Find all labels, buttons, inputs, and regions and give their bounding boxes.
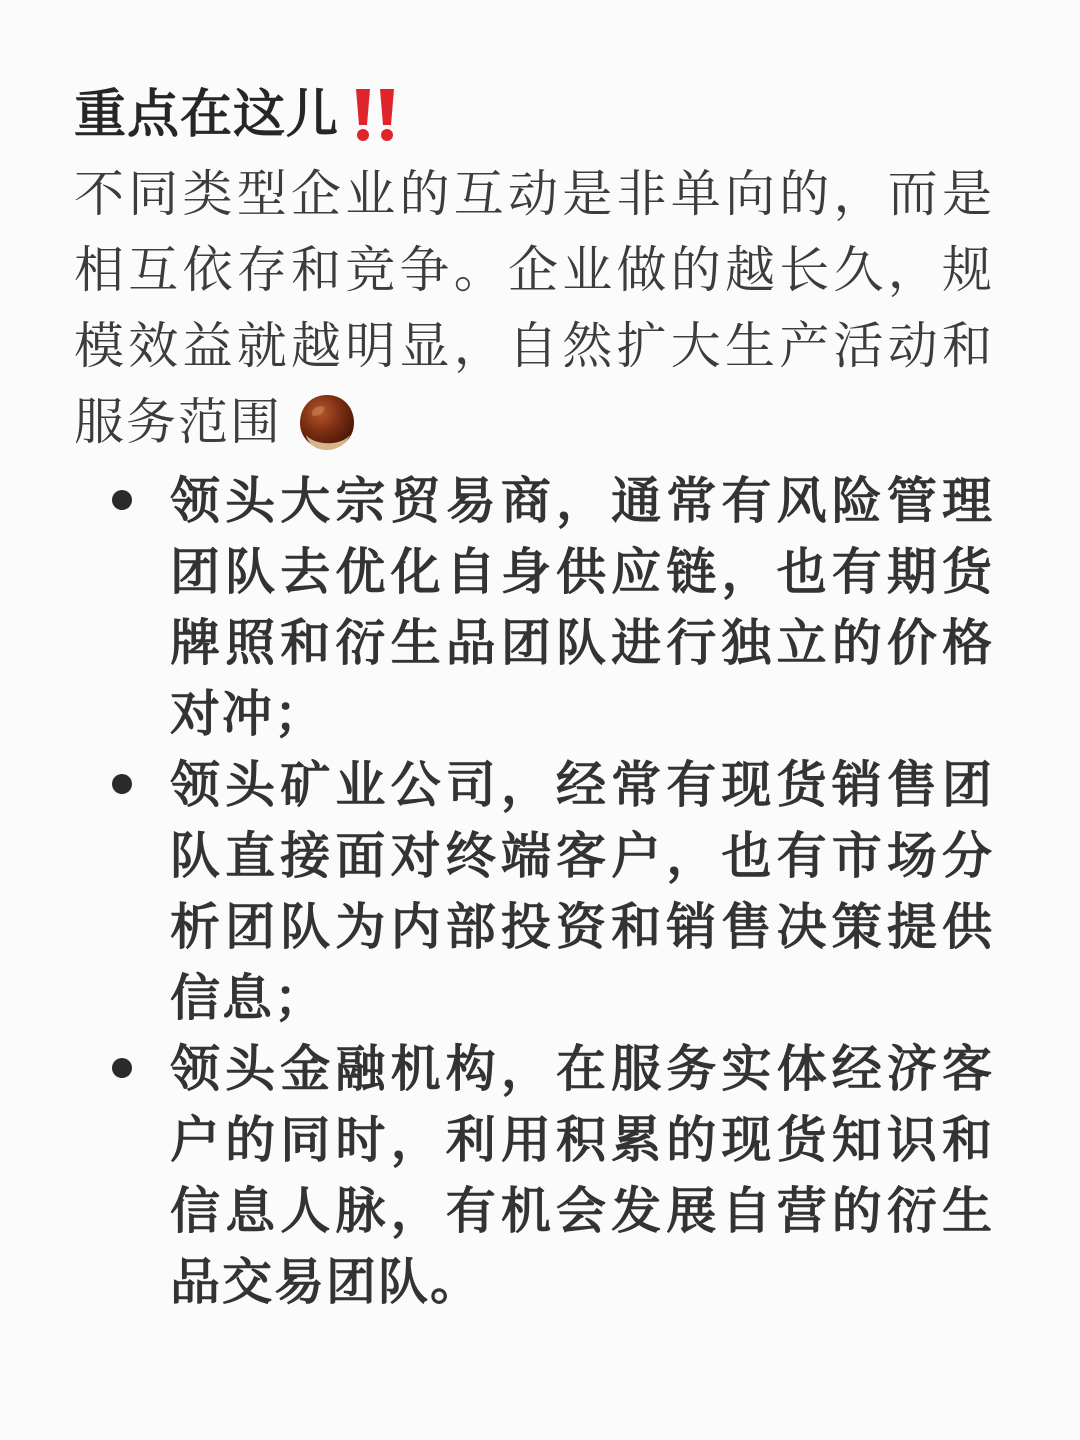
bullet-text: 领头矿业公司，经常有现货销售团队直接面对终端客户，也有市场分析团队为内部投资和销售决策提供信息； (170, 756, 994, 1027)
bullet-text: 领头大宗贸易商，通常有风险管理团队去优化自身供应链，也有期货牌照和衍生品团队进行独立的价格对冲； (170, 472, 994, 743)
list-item (74, 466, 994, 750)
heading-title: 重点在这儿 (74, 85, 340, 145)
bullet-dot (112, 1058, 132, 1078)
double-exclamation-icon (353, 85, 397, 145)
bullet-dot (112, 490, 132, 510)
heading (74, 74, 994, 156)
bullet-list (74, 466, 994, 1318)
chestnut-icon (296, 391, 358, 453)
bullet-text: 领头金融机构，在服务实体经济客户的同时，利用积累的现货知识和信息人脉，有机会发展自营的衍生品交易团队。 (170, 1040, 994, 1311)
intro-text: 不同类型企业的互动是非单向的，而是相互依存和竞争。企业做的越长久，规模效益就越明显，自然扩大生产活动和服务范围 (74, 165, 994, 451)
note-content (74, 74, 994, 1318)
bullet-dot (112, 774, 132, 794)
list-item (74, 750, 994, 1034)
intro-paragraph (74, 156, 994, 460)
list-item (74, 1034, 994, 1318)
